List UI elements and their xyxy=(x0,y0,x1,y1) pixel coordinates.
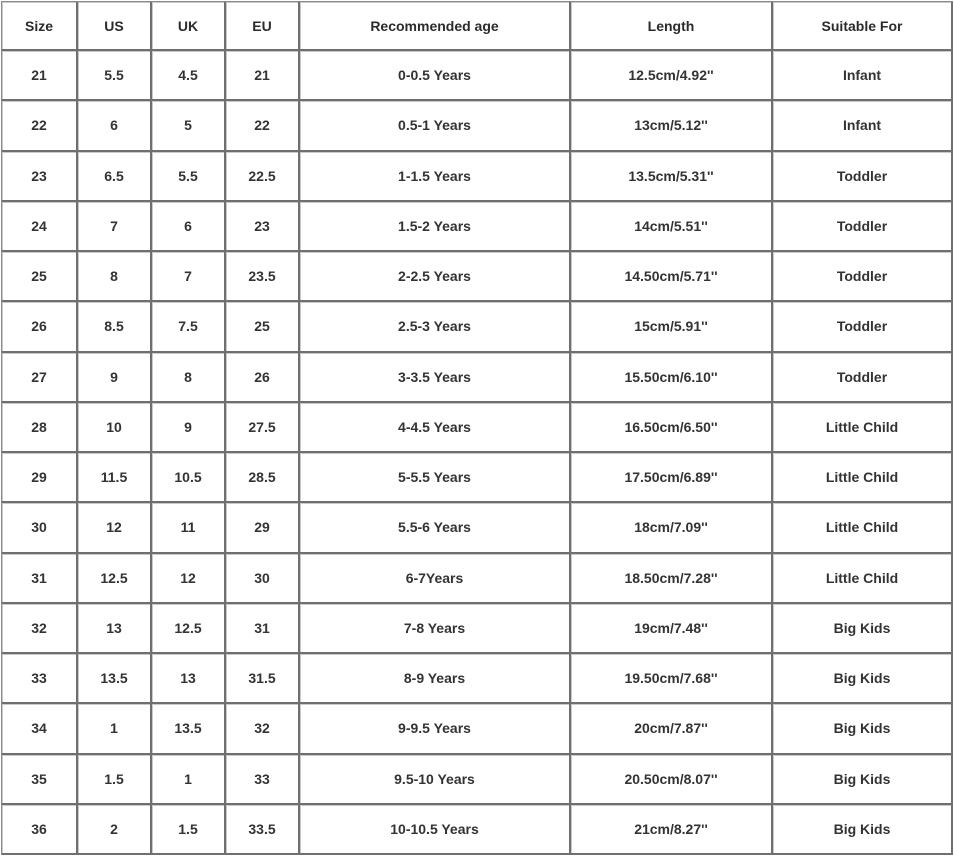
cell-uk: 12.5 xyxy=(152,604,226,654)
cell-uk: 1 xyxy=(152,755,226,805)
cell-length: 18.50cm/7.28'' xyxy=(571,554,773,604)
cell-eu: 33 xyxy=(226,755,300,805)
cell-eu: 22.5 xyxy=(226,152,300,202)
cell-recommended-age: 10-10.5 Years xyxy=(300,805,571,855)
column-header-length: Length xyxy=(571,2,773,51)
cell-size: 33 xyxy=(2,654,78,704)
cell-eu: 21 xyxy=(226,51,300,101)
column-header-eu: EU xyxy=(226,2,300,51)
cell-recommended-age: 0-0.5 Years xyxy=(300,51,571,101)
column-header-recommended-age: Recommended age xyxy=(300,2,571,51)
cell-uk: 8 xyxy=(152,353,226,403)
cell-uk: 6 xyxy=(152,202,226,252)
cell-length: 15.50cm/6.10'' xyxy=(571,353,773,403)
table-row xyxy=(2,604,953,654)
cell-us: 11.5 xyxy=(78,453,152,503)
cell-size: 31 xyxy=(2,554,78,604)
table-body xyxy=(2,51,953,855)
cell-size: 24 xyxy=(2,202,78,252)
cell-uk: 5 xyxy=(152,101,226,151)
size-chart-table xyxy=(1,1,953,855)
cell-length: 16.50cm/6.50'' xyxy=(571,403,773,453)
table-row xyxy=(2,302,953,352)
header-row xyxy=(2,2,953,51)
cell-length: 13.5cm/5.31'' xyxy=(571,152,773,202)
cell-size: 32 xyxy=(2,604,78,654)
cell-length: 18cm/7.09'' xyxy=(571,503,773,553)
cell-uk: 9 xyxy=(152,403,226,453)
cell-length: 20.50cm/8.07'' xyxy=(571,755,773,805)
cell-uk: 7 xyxy=(152,252,226,302)
table-row xyxy=(2,554,953,604)
table-row xyxy=(2,152,953,202)
table-header xyxy=(2,2,953,51)
cell-length: 21cm/8.27'' xyxy=(571,805,773,855)
cell-eu: 30 xyxy=(226,554,300,604)
table-row xyxy=(2,503,953,553)
cell-us: 13.5 xyxy=(78,654,152,704)
cell-suitable-for: Little Child xyxy=(773,554,953,604)
cell-size: 34 xyxy=(2,704,78,754)
cell-suitable-for: Toddler xyxy=(773,252,953,302)
cell-size: 35 xyxy=(2,755,78,805)
cell-us: 13 xyxy=(78,604,152,654)
cell-size: 22 xyxy=(2,101,78,151)
cell-recommended-age: 5-5.5 Years xyxy=(300,453,571,503)
table-row xyxy=(2,805,953,855)
column-header-suitable-for: Suitable For xyxy=(773,2,953,51)
cell-uk: 4.5 xyxy=(152,51,226,101)
cell-recommended-age: 7-8 Years xyxy=(300,604,571,654)
column-header-us: US xyxy=(78,2,152,51)
cell-recommended-age: 4-4.5 Years xyxy=(300,403,571,453)
cell-size: 36 xyxy=(2,805,78,855)
cell-eu: 32 xyxy=(226,704,300,754)
cell-length: 17.50cm/6.89'' xyxy=(571,453,773,503)
cell-us: 5.5 xyxy=(78,51,152,101)
table-row xyxy=(2,755,953,805)
cell-suitable-for: Big Kids xyxy=(773,704,953,754)
cell-uk: 12 xyxy=(152,554,226,604)
cell-size: 28 xyxy=(2,403,78,453)
cell-suitable-for: Toddler xyxy=(773,202,953,252)
column-header-uk: UK xyxy=(152,2,226,51)
cell-suitable-for: Little Child xyxy=(773,453,953,503)
cell-recommended-age: 1-1.5 Years xyxy=(300,152,571,202)
cell-us: 2 xyxy=(78,805,152,855)
cell-length: 19.50cm/7.68'' xyxy=(571,654,773,704)
cell-us: 8 xyxy=(78,252,152,302)
cell-suitable-for: Big Kids xyxy=(773,604,953,654)
cell-size: 25 xyxy=(2,252,78,302)
cell-recommended-age: 0.5-1 Years xyxy=(300,101,571,151)
cell-uk: 13.5 xyxy=(152,704,226,754)
cell-recommended-age: 5.5-6 Years xyxy=(300,503,571,553)
cell-eu: 25 xyxy=(226,302,300,352)
cell-recommended-age: 2-2.5 Years xyxy=(300,252,571,302)
table-row xyxy=(2,353,953,403)
table-row xyxy=(2,453,953,503)
cell-size: 21 xyxy=(2,51,78,101)
cell-length: 14.50cm/5.71'' xyxy=(571,252,773,302)
cell-suitable-for: Toddler xyxy=(773,152,953,202)
cell-suitable-for: Little Child xyxy=(773,403,953,453)
cell-recommended-age: 1.5-2 Years xyxy=(300,202,571,252)
cell-recommended-age: 2.5-3 Years xyxy=(300,302,571,352)
cell-uk: 13 xyxy=(152,654,226,704)
cell-us: 1.5 xyxy=(78,755,152,805)
cell-size: 26 xyxy=(2,302,78,352)
cell-length: 15cm/5.91'' xyxy=(571,302,773,352)
cell-us: 12.5 xyxy=(78,554,152,604)
table-row xyxy=(2,403,953,453)
cell-eu: 22 xyxy=(226,101,300,151)
table-row xyxy=(2,654,953,704)
cell-eu: 29 xyxy=(226,503,300,553)
cell-eu: 28.5 xyxy=(226,453,300,503)
cell-eu: 23.5 xyxy=(226,252,300,302)
cell-recommended-age: 9.5-10 Years xyxy=(300,755,571,805)
cell-eu: 27.5 xyxy=(226,403,300,453)
cell-size: 23 xyxy=(2,152,78,202)
cell-length: 13cm/5.12'' xyxy=(571,101,773,151)
cell-suitable-for: Big Kids xyxy=(773,805,953,855)
cell-uk: 10.5 xyxy=(152,453,226,503)
table-row xyxy=(2,51,953,101)
table-row xyxy=(2,202,953,252)
cell-suitable-for: Big Kids xyxy=(773,654,953,704)
cell-uk: 7.5 xyxy=(152,302,226,352)
cell-us: 9 xyxy=(78,353,152,403)
cell-length: 20cm/7.87'' xyxy=(571,704,773,754)
table-row xyxy=(2,252,953,302)
column-header-size: Size xyxy=(2,2,78,51)
cell-length: 14cm/5.51'' xyxy=(571,202,773,252)
cell-suitable-for: Little Child xyxy=(773,503,953,553)
cell-uk: 1.5 xyxy=(152,805,226,855)
cell-eu: 33.5 xyxy=(226,805,300,855)
table-row xyxy=(2,101,953,151)
cell-length: 12.5cm/4.92'' xyxy=(571,51,773,101)
cell-size: 27 xyxy=(2,353,78,403)
cell-suitable-for: Infant xyxy=(773,101,953,151)
cell-us: 6.5 xyxy=(78,152,152,202)
cell-suitable-for: Big Kids xyxy=(773,755,953,805)
cell-us: 6 xyxy=(78,101,152,151)
cell-suitable-for: Toddler xyxy=(773,302,953,352)
cell-eu: 31.5 xyxy=(226,654,300,704)
cell-recommended-age: 9-9.5 Years xyxy=(300,704,571,754)
cell-us: 8.5 xyxy=(78,302,152,352)
cell-us: 10 xyxy=(78,403,152,453)
cell-us: 1 xyxy=(78,704,152,754)
cell-us: 7 xyxy=(78,202,152,252)
cell-eu: 23 xyxy=(226,202,300,252)
cell-suitable-for: Infant xyxy=(773,51,953,101)
cell-recommended-age: 6-7Years xyxy=(300,554,571,604)
cell-uk: 5.5 xyxy=(152,152,226,202)
table-row xyxy=(2,704,953,754)
cell-length: 19cm/7.48'' xyxy=(571,604,773,654)
cell-size: 29 xyxy=(2,453,78,503)
cell-recommended-age: 3-3.5 Years xyxy=(300,353,571,403)
cell-us: 12 xyxy=(78,503,152,553)
cell-eu: 26 xyxy=(226,353,300,403)
cell-eu: 31 xyxy=(226,604,300,654)
cell-recommended-age: 8-9 Years xyxy=(300,654,571,704)
cell-suitable-for: Toddler xyxy=(773,353,953,403)
cell-size: 30 xyxy=(2,503,78,553)
cell-uk: 11 xyxy=(152,503,226,553)
